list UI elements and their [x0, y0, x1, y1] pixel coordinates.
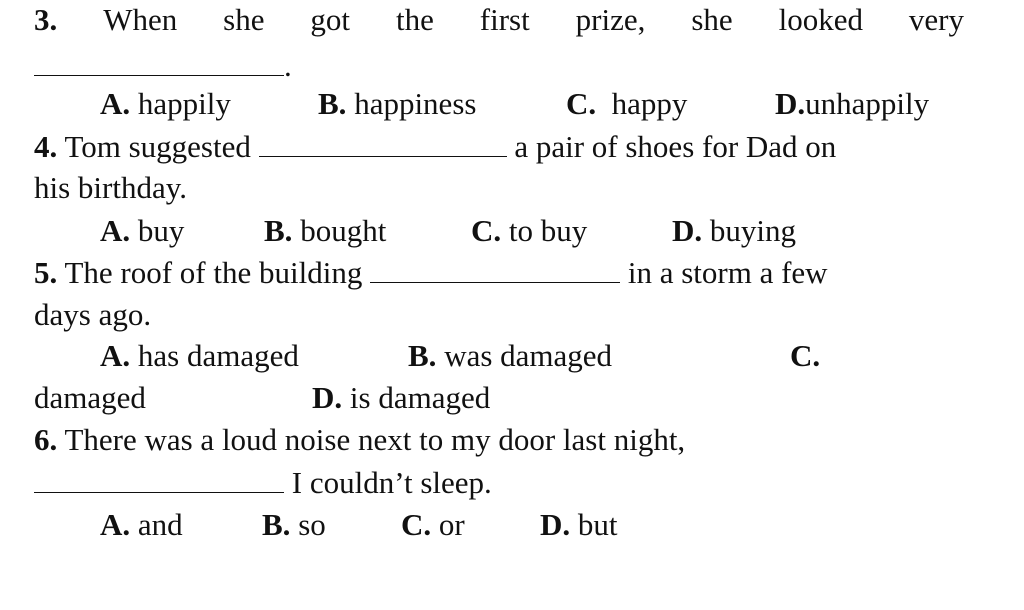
question-4-answer-blank[interactable]: [259, 128, 507, 157]
question-5-answer-blank[interactable]: [370, 254, 620, 283]
question-5-number: 5.: [34, 255, 58, 290]
question-3-word: the: [395, 2, 434, 37]
question-5-line-1: [34, 253, 828, 293]
question-3-word: very: [908, 2, 964, 37]
question-6-line-1: [34, 420, 685, 460]
question-3-word: she: [691, 2, 733, 37]
question-3-option-d[interactable]: D.unhappily: [775, 86, 930, 121]
question-6-answer-blank[interactable]: [34, 464, 284, 493]
question-3-number: 3.: [34, 2, 58, 37]
question-6-number: 6.: [34, 422, 58, 457]
question-4-option-d[interactable]: D. buying: [672, 213, 797, 248]
question-6-text-after: I couldn’t sleep.: [284, 465, 492, 500]
question-5-option-b[interactable]: B. was damaged: [408, 338, 613, 373]
question-5-text-after: in a storm a few: [620, 255, 828, 290]
question-4-number: 4.: [34, 129, 58, 164]
question-5-text-before: The roof of the building: [57, 255, 371, 290]
question-6-option-b[interactable]: B. so: [262, 507, 326, 542]
question-4-option-c[interactable]: C. to buy: [471, 213, 588, 248]
question-3-line-2: [34, 46, 292, 86]
question-3-word: first: [479, 2, 530, 37]
question-3-ending: .: [284, 48, 292, 83]
question-3-option-c[interactable]: C. happy: [566, 86, 688, 121]
question-4-line-1: [34, 127, 836, 167]
question-3-option-a[interactable]: A. happily: [100, 86, 231, 121]
question-6-option-c[interactable]: C. or: [401, 507, 465, 542]
question-6-line-2: [34, 463, 492, 503]
question-4-text-before: Tom suggested: [57, 129, 259, 164]
question-3-word: looked: [778, 2, 863, 37]
question-5-option-a[interactable]: A. has damaged: [100, 338, 299, 373]
question-6-option-a[interactable]: A. and: [100, 507, 183, 542]
question-5-line-2: days ago.: [34, 297, 152, 332]
question-6-option-d[interactable]: D. but: [540, 507, 618, 542]
question-3-word: got: [310, 2, 351, 37]
question-3-line-1: [34, 0, 964, 40]
question-4-option-b[interactable]: B. bought: [264, 213, 387, 248]
question-3-word: When: [103, 2, 178, 37]
question-3-word: prize,: [575, 2, 646, 37]
question-4-line-2: his birthday.: [34, 170, 187, 205]
question-3-answer-blank[interactable]: [34, 47, 284, 76]
question-5-option-c-text[interactable]: damaged: [34, 380, 146, 415]
question-3-word: she: [223, 2, 265, 37]
question-4-option-a[interactable]: A. buy: [100, 213, 185, 248]
question-3-option-b[interactable]: B. happiness: [318, 86, 477, 121]
question-5-option-c[interactable]: C.: [790, 338, 821, 373]
question-6-text: There was a loud noise next to my door last night,: [57, 422, 686, 457]
question-4-text-after: a pair of shoes for Dad on: [506, 129, 837, 164]
question-5-option-d[interactable]: D. is damaged: [312, 380, 491, 415]
